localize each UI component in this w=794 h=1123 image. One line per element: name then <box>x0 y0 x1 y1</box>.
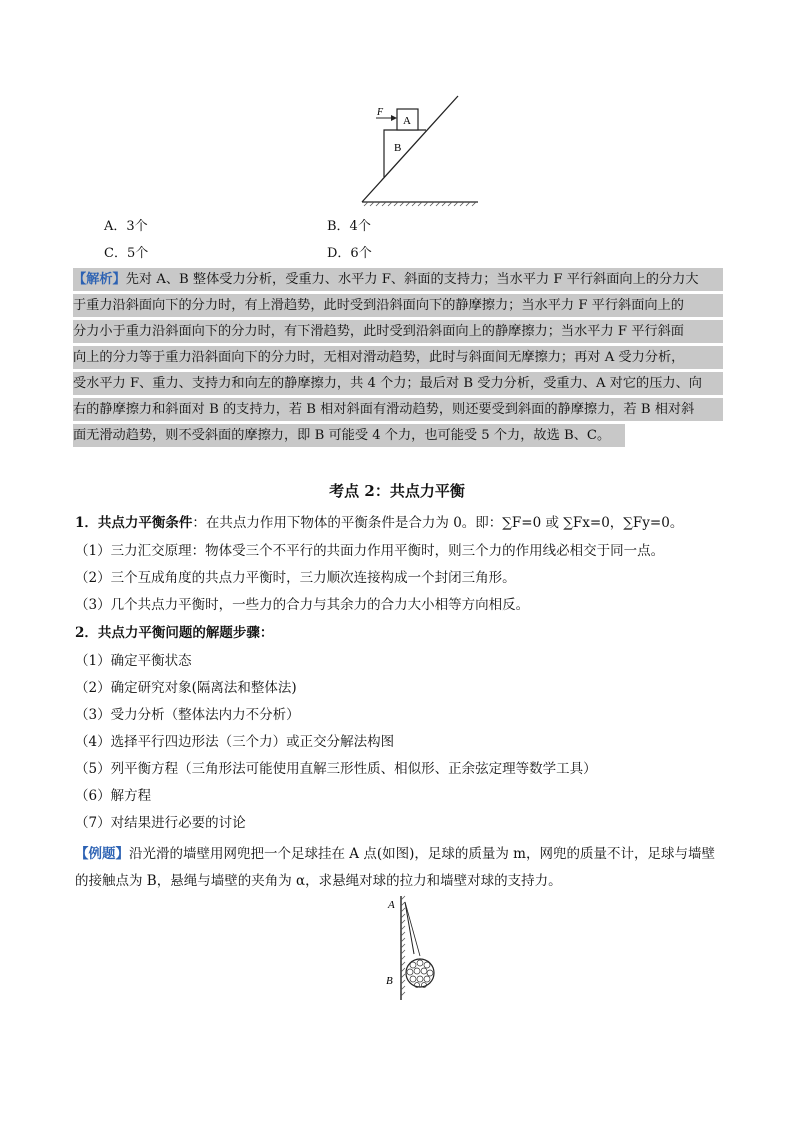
analysis-line: 向上的分力等于重力沿斜面向下的分力时，无相对滑动趋势，此时与斜面间无摩擦力；再对 A 受力分析， <box>73 346 723 369</box>
step-item: （5）列平衡方程（三角形法可能使用直解三形性质、相似形、正余弦定理等数学工具） <box>75 761 597 777</box>
analysis-tag: 【解析】 <box>73 272 126 287</box>
point1 <box>75 514 683 532</box>
block-b-label: B <box>394 142 402 154</box>
analysis-line: 于重力沿斜面向下的分力时，有上滑趋势，此时受到沿斜面向下的静摩擦力；当水平力 F 平行斜面向上的 <box>73 294 723 317</box>
example-block <box>75 841 725 895</box>
example-line-1: 【例题】沿光滑的墙壁用网兜把一个足球挂在 A 点(如图)，足球的质量为 m，网兜的质量不计，足球与墙壁 <box>75 846 715 862</box>
analysis-line: 分力小于重力沿斜面向下的分力时，有下滑趋势，此时受到沿斜面向上的静摩擦力；当水平力 F 平行斜面 <box>73 320 723 343</box>
point1-head: 1．共点力平衡条件 <box>75 515 193 531</box>
step-item: （1）确定平衡状态 <box>75 653 192 669</box>
wall-ball-figure <box>380 892 450 1004</box>
analysis-block <box>73 268 723 450</box>
option-d: D．6个 <box>327 246 372 261</box>
point1-text: ：在共点力作用下物体的平衡条件是合力为 0。即：∑F=0 或 ∑Fx=0，∑Fy=0。 <box>192 515 684 531</box>
step-item: （2）确定研究对象(隔离法和整体法) <box>75 680 297 696</box>
point2-head: 2．共点力平衡问题的解题步骤： <box>75 625 274 641</box>
point1-item: （1）三力汇交原理：物体受三个不平行的共面力作用平衡时，则三个力的作用线必相交于同一点。 <box>75 543 665 559</box>
block-a-label: A <box>403 115 411 127</box>
step-item: （4）选择平行四边形法（三个力）或正交分解法构图 <box>75 734 395 750</box>
analysis-line: 右的静摩擦力和斜面对 B 的支持力，若 B 相对斜面有滑动趋势，则还要受到斜面的静摩擦力，若 B 相对斜 <box>73 398 723 421</box>
option-a: A．3个 <box>104 219 148 234</box>
example-line-2: 的接触点为 B，悬绳与墙壁的夹角为 α，求悬绳对球的拉力和墙壁对球的支持力。 <box>75 873 562 889</box>
point-b-label: B <box>386 975 393 987</box>
step-item: （7）对结果进行必要的讨论 <box>75 815 246 831</box>
analysis-line: 面无滑动趋势，则不受斜面的摩擦力，即 B 可能受 4 个力，也可能受 5 个力，故选 B、C。 <box>73 424 625 447</box>
option-c: C．5个 <box>104 246 149 261</box>
step-item: （3）受力分析（整体法内力不分析） <box>75 707 300 723</box>
step-item: （6）解方程 <box>75 788 152 804</box>
example-tag: 【例题】 <box>75 846 129 862</box>
section-title: 考点 2：共点力平衡 <box>329 482 465 500</box>
incline-figure <box>340 90 480 215</box>
analysis-line: 【解析】先对 A、B 整体受力分析，受重力、水平力 F、斜面的支持力；当水平力 F 平行斜面向上的分力大 <box>73 268 723 291</box>
analysis-line: 受水平力 F、重力、支持力和向左的静摩擦力，共 4 个力；最后对 B 受力分析，受重力、A 对它的压力、向 <box>73 372 723 395</box>
point1-item: （2）三个互成角度的共点力平衡时，三力顺次连接构成一个封闭三角形。 <box>75 570 516 586</box>
force-label: F <box>377 107 384 118</box>
point1-item: （3）几个共点力平衡时，一些力的合力与其余力的合力大小相等方向相反。 <box>75 597 530 613</box>
option-b: B．4个 <box>327 219 371 234</box>
point-a-label: A <box>388 899 395 911</box>
